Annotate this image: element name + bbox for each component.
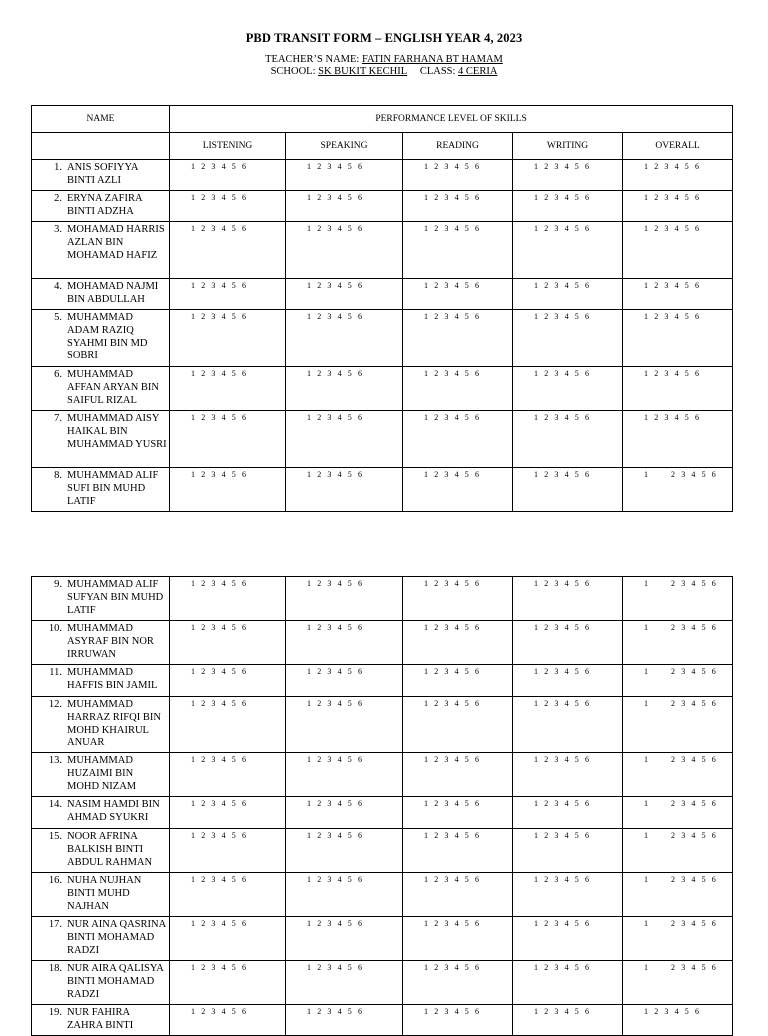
- student-row: [32, 829, 733, 873]
- student-number: 16.: [48, 875, 62, 887]
- student-number: 8.: [54, 470, 62, 481]
- level-scale-writing[interactable]: 1 2 3 4 5 6: [513, 961, 623, 1005]
- level-scale-speaking[interactable]: 1 2 3 4 5 6: [286, 222, 403, 279]
- student-name: MUHAMMAD AFFAN ARYAN BIN SAIFUL RIZAL: [67, 369, 159, 406]
- student-name: NUR FAHIRA ZAHRA BINTI: [67, 1007, 134, 1031]
- level-scale-reading[interactable]: 1 2 3 4 5 6: [403, 621, 513, 665]
- level-scale-reading[interactable]: 1 2 3 4 5 6: [403, 577, 513, 621]
- student-name-cell: [32, 222, 170, 279]
- level-scale-overall[interactable]: 1 2 3 4 5 6: [623, 961, 733, 1005]
- level-scale-listening[interactable]: 1 2 3 4 5 6: [170, 917, 286, 961]
- level-scale-reading[interactable]: 1 2 3 4 5 6: [403, 468, 513, 512]
- student-number: 15.: [48, 831, 62, 843]
- level-scale-speaking[interactable]: 1 2 3 4 5 6: [286, 577, 403, 621]
- level-scale-overall[interactable]: 1 2 3 4 5 6: [623, 310, 733, 367]
- student-row: [32, 961, 733, 1005]
- level-scale-overall[interactable]: 1 2 3 4 5 6: [623, 160, 733, 191]
- level-scale-speaking[interactable]: 1 2 3 4 5 6: [286, 873, 403, 917]
- level-scale-reading[interactable]: 1 2 3 4 5 6: [403, 222, 513, 279]
- level-scale-writing[interactable]: 1 2 3 4 5 6: [513, 279, 623, 310]
- student-name: MUHAMMAD ALIF SUFI BIN MUHD LATIF: [67, 470, 159, 507]
- form-title: PBD TRANSIT FORM – ENGLISH YEAR 4, 2023: [245, 31, 523, 45]
- student-name: MUHAMMAD HUZAIMI BIN MOHD NIZAM: [67, 755, 137, 792]
- level-scale-overall[interactable]: 1 2 3 4 5 6: [623, 917, 733, 961]
- level-scale-listening[interactable]: 1 2 3 4 5 6: [170, 468, 286, 512]
- teacher-line: [0, 54, 768, 66]
- student-name: MUHAMMAD HAFFIS BIN JAMIL: [67, 667, 158, 691]
- level-scale-writing[interactable]: 1 2 3 4 5 6: [513, 753, 623, 797]
- level-scale-speaking[interactable]: 1 2 3 4 5 6: [286, 279, 403, 310]
- level-scale-overall[interactable]: 1 2 3 4 5 6: [623, 753, 733, 797]
- level-scale-reading[interactable]: 1 2 3 4 5 6: [403, 665, 513, 697]
- level-scale-reading[interactable]: 1 2 3 4 5 6: [403, 279, 513, 310]
- level-scale-speaking[interactable]: 1 2 3 4 5 6: [286, 665, 403, 697]
- level-scale-writing[interactable]: 1 2 3 4 5 6: [513, 797, 623, 829]
- student-name-cell: [32, 961, 170, 1005]
- student-row: [32, 468, 733, 512]
- level-scale-writing[interactable]: 1 2 3 4 5 6: [513, 367, 623, 411]
- student-name-cell: [32, 753, 170, 797]
- level-scale-writing[interactable]: 1 2 3 4 5 6: [513, 191, 623, 222]
- level-scale-overall[interactable]: 1 2 3 4 5 6: [623, 577, 733, 621]
- student-name-cell: [32, 665, 170, 697]
- student-number: 7.: [54, 413, 62, 424]
- student-row: [32, 873, 733, 917]
- student-name-cell: [32, 310, 170, 367]
- level-scale-listening[interactable]: 1 2 3 4 5 6: [170, 222, 286, 279]
- student-number: 1.: [54, 162, 62, 173]
- level-scale-writing[interactable]: 1 2 3 4 5 6: [513, 873, 623, 917]
- level-scale-reading[interactable]: 1 2 3 4 5 6: [403, 367, 513, 411]
- student-name: NOOR AFRINA BALKISH BINTI ABDUL RAHMAN: [67, 831, 153, 868]
- level-scale-reading[interactable]: 1 2 3 4 5 6: [403, 697, 513, 753]
- level-scale-overall[interactable]: 1 2 3 4 5 6: [623, 411, 733, 468]
- student-row: [32, 310, 733, 367]
- level-scale-speaking[interactable]: 1 2 3 4 5 6: [286, 1005, 403, 1036]
- level-scale-overall[interactable]: 1 2 3 4 5 6: [623, 468, 733, 512]
- student-number: 6.: [54, 369, 62, 380]
- student-number: 18.: [48, 963, 62, 975]
- level-scale-listening[interactable]: 1 2 3 4 5 6: [170, 873, 286, 917]
- student-row: [32, 222, 733, 279]
- level-scale-writing[interactable]: 1 2 3 4 5 6: [513, 160, 623, 191]
- level-scale-speaking[interactable]: 1 2 3 4 5 6: [286, 310, 403, 367]
- level-scale-speaking[interactable]: 1 2 3 4 5 6: [286, 961, 403, 1005]
- level-scale-listening[interactable]: 1 2 3 4 5 6: [170, 621, 286, 665]
- level-scale-overall[interactable]: 1 2 3 4 5 6: [623, 1005, 733, 1036]
- student-name-cell: [32, 1005, 170, 1036]
- performance-table-page1: [31, 105, 733, 512]
- level-scale-reading[interactable]: 1 2 3 4 5 6: [403, 797, 513, 829]
- level-scale-writing[interactable]: 1 2 3 4 5 6: [513, 665, 623, 697]
- level-scale-speaking[interactable]: 1 2 3 4 5 6: [286, 829, 403, 873]
- school-line: [0, 66, 768, 78]
- level-scale-listening[interactable]: 1 2 3 4 5 6: [170, 961, 286, 1005]
- level-scale-speaking[interactable]: 1 2 3 4 5 6: [286, 697, 403, 753]
- level-scale-speaking[interactable]: 1 2 3 4 5 6: [286, 621, 403, 665]
- level-scale-overall[interactable]: 1 2 3 4 5 6: [623, 873, 733, 917]
- level-scale-overall[interactable]: 1 2 3 4 5 6: [623, 665, 733, 697]
- skill-header-speaking: SPEAKING: [286, 133, 403, 160]
- level-scale-reading[interactable]: 1 2 3 4 5 6: [403, 1005, 513, 1036]
- performance-header: PERFORMANCE LEVEL OF SKILLS: [170, 106, 733, 133]
- level-scale-reading[interactable]: 1 2 3 4 5 6: [403, 961, 513, 1005]
- level-scale-writing[interactable]: 1 2 3 4 5 6: [513, 1005, 623, 1036]
- level-scale-listening[interactable]: 1 2 3 4 5 6: [170, 753, 286, 797]
- level-scale-speaking[interactable]: 1 2 3 4 5 6: [286, 753, 403, 797]
- level-scale-writing[interactable]: 1 2 3 4 5 6: [513, 468, 623, 512]
- student-name-cell: [32, 367, 170, 411]
- level-scale-listening[interactable]: 1 2 3 4 5 6: [170, 665, 286, 697]
- student-name: NUR AINA QASRINA BINTI MOHAMAD RADZI: [67, 919, 166, 956]
- level-scale-overall[interactable]: 1 2 3 4 5 6: [623, 222, 733, 279]
- skill-header-reading: READING: [403, 133, 513, 160]
- school-name: SK BUKIT KECHIL: [318, 66, 408, 77]
- student-name-cell: [32, 873, 170, 917]
- level-scale-speaking[interactable]: 1 2 3 4 5 6: [286, 191, 403, 222]
- student-name: ANIS SOFIYYA BINTI AZLI: [67, 162, 138, 186]
- level-scale-listening[interactable]: 1 2 3 4 5 6: [170, 411, 286, 468]
- student-row: [32, 1005, 733, 1036]
- student-name-cell: [32, 797, 170, 829]
- student-name-cell: [32, 697, 170, 753]
- student-row: [32, 917, 733, 961]
- level-scale-overall[interactable]: 1 2 3 4 5 6: [623, 829, 733, 873]
- student-row: [32, 621, 733, 665]
- student-name: MOHAMAD HARRIS AZLAN BIN MOHAMAD HAFIZ: [67, 224, 165, 261]
- level-scale-overall[interactable]: 1 2 3 4 5 6: [623, 621, 733, 665]
- student-name-cell: [32, 829, 170, 873]
- level-scale-listening[interactable]: 1 2 3 4 5 6: [170, 697, 286, 753]
- level-scale-reading[interactable]: 1 2 3 4 5 6: [403, 160, 513, 191]
- level-scale-listening[interactable]: 1 2 3 4 5 6: [170, 829, 286, 873]
- level-scale-listening[interactable]: 1 2 3 4 5 6: [170, 797, 286, 829]
- level-scale-overall[interactable]: 1 2 3 4 5 6: [623, 279, 733, 310]
- skill-header-overall: OVERALL: [623, 133, 733, 160]
- level-scale-listening[interactable]: 1 2 3 4 5 6: [170, 367, 286, 411]
- level-scale-reading[interactable]: 1 2 3 4 5 6: [403, 873, 513, 917]
- skill-header-listening: LISTENING: [170, 133, 286, 160]
- level-scale-speaking[interactable]: 1 2 3 4 5 6: [286, 160, 403, 191]
- student-row: [32, 697, 733, 753]
- level-scale-writing[interactable]: 1 2 3 4 5 6: [513, 829, 623, 873]
- student-number: 14.: [48, 799, 62, 811]
- student-row: [32, 160, 733, 191]
- student-name: MUHAMMAD AISY HAIKAL BIN MUHAMMAD YUSRI: [67, 413, 167, 450]
- level-scale-overall[interactable]: 1 2 3 4 5 6: [623, 367, 733, 411]
- student-number: 4.: [54, 281, 62, 292]
- school-label: SCHOOL:: [270, 66, 316, 77]
- student-name-cell: [32, 411, 170, 468]
- level-scale-listening[interactable]: 1 2 3 4 5 6: [170, 310, 286, 367]
- student-number: 9.: [54, 579, 62, 590]
- student-number: 5.: [54, 312, 62, 323]
- level-scale-reading[interactable]: 1 2 3 4 5 6: [403, 191, 513, 222]
- student-name: NUHA NUJHAN BINTI MUHD NAJHAN: [67, 875, 142, 912]
- student-name-cell: [32, 468, 170, 512]
- skill-header-writing: WRITING: [513, 133, 623, 160]
- student-name-cell: [32, 577, 170, 621]
- level-scale-speaking[interactable]: 1 2 3 4 5 6: [286, 367, 403, 411]
- level-scale-reading[interactable]: 1 2 3 4 5 6: [403, 310, 513, 367]
- level-scale-listening[interactable]: 1 2 3 4 5 6: [170, 191, 286, 222]
- student-name: MUHAMMAD ADAM RAZIQ SYAHMI BIN MD SOBRI: [67, 312, 148, 362]
- student-name-cell: [32, 279, 170, 310]
- student-number: 12.: [48, 699, 62, 710]
- student-name: NUR AIRA QALISYA BINTI MOHAMAD RADZI: [67, 963, 164, 1000]
- student-name-cell: [32, 160, 170, 191]
- student-name: MOHAMAD NAJMI BIN ABDULLAH: [67, 281, 159, 305]
- student-name-cell: [32, 621, 170, 665]
- student-row: [32, 753, 733, 797]
- student-row: [32, 367, 733, 411]
- level-scale-speaking[interactable]: 1 2 3 4 5 6: [286, 468, 403, 512]
- level-scale-listening[interactable]: 1 2 3 4 5 6: [170, 1005, 286, 1036]
- student-row: [32, 665, 733, 697]
- performance-table-page2: [31, 576, 733, 1036]
- student-row: [32, 797, 733, 829]
- level-scale-writing[interactable]: 1 2 3 4 5 6: [513, 621, 623, 665]
- level-scale-reading[interactable]: 1 2 3 4 5 6: [403, 411, 513, 468]
- level-scale-reading[interactable]: 1 2 3 4 5 6: [403, 753, 513, 797]
- student-number: 3.: [54, 224, 62, 235]
- level-scale-writing[interactable]: 1 2 3 4 5 6: [513, 310, 623, 367]
- student-row: [32, 279, 733, 310]
- student-row: [32, 411, 733, 468]
- level-scale-writing[interactable]: 1 2 3 4 5 6: [513, 411, 623, 468]
- student-number: 19.: [48, 1007, 62, 1019]
- level-scale-reading[interactable]: 1 2 3 4 5 6: [403, 917, 513, 961]
- level-scale-speaking[interactable]: 1 2 3 4 5 6: [286, 411, 403, 468]
- level-scale-writing[interactable]: 1 2 3 4 5 6: [513, 917, 623, 961]
- student-name: MUHAMMAD ASYRAF BIN NOR IRRUWAN: [67, 623, 154, 660]
- student-name-cell: [32, 191, 170, 222]
- teacher-name: FATIN FARHANA BT HAMAM: [361, 54, 503, 65]
- level-scale-writing[interactable]: 1 2 3 4 5 6: [513, 697, 623, 753]
- student-number: 2.: [54, 193, 62, 204]
- level-scale-writing[interactable]: 1 2 3 4 5 6: [513, 577, 623, 621]
- student-number: 13.: [48, 755, 62, 767]
- level-scale-listening[interactable]: 1 2 3 4 5 6: [170, 279, 286, 310]
- level-scale-overall[interactable]: 1 2 3 4 5 6: [623, 697, 733, 753]
- student-row: [32, 577, 733, 621]
- name-header: NAME: [32, 106, 170, 133]
- level-scale-listening[interactable]: 1 2 3 4 5 6: [170, 160, 286, 191]
- level-scale-overall[interactable]: 1 2 3 4 5 6: [623, 191, 733, 222]
- student-row: [32, 191, 733, 222]
- level-scale-speaking[interactable]: 1 2 3 4 5 6: [286, 917, 403, 961]
- student-name-cell: [32, 917, 170, 961]
- class-label: CLASS:: [419, 66, 456, 77]
- level-scale-writing[interactable]: 1 2 3 4 5 6: [513, 222, 623, 279]
- student-name: NASIM HAMDI BIN AHMAD SYUKRI: [67, 799, 160, 823]
- class-name: 4 CERIA: [458, 66, 498, 77]
- teacher-label: TEACHER’S NAME:: [265, 54, 360, 65]
- student-number: 11.: [49, 667, 62, 678]
- level-scale-overall[interactable]: 1 2 3 4 5 6: [623, 797, 733, 829]
- level-scale-reading[interactable]: 1 2 3 4 5 6: [403, 829, 513, 873]
- student-number: 10.: [48, 623, 62, 634]
- level-scale-listening[interactable]: 1 2 3 4 5 6: [170, 577, 286, 621]
- level-scale-speaking[interactable]: 1 2 3 4 5 6: [286, 797, 403, 829]
- student-name: MUHAMMAD ALIF SUFYAN BIN MUHD LATIF: [67, 579, 164, 616]
- student-number: 17.: [48, 919, 62, 931]
- student-name: MUHAMMAD HARRAZ RIFQI BIN MOHD KHAIRUL ANUAR: [67, 699, 161, 749]
- student-name: ERYNA ZAFIRA BINTI ADZHA: [67, 193, 142, 217]
- blank-header-cell: [32, 133, 170, 160]
